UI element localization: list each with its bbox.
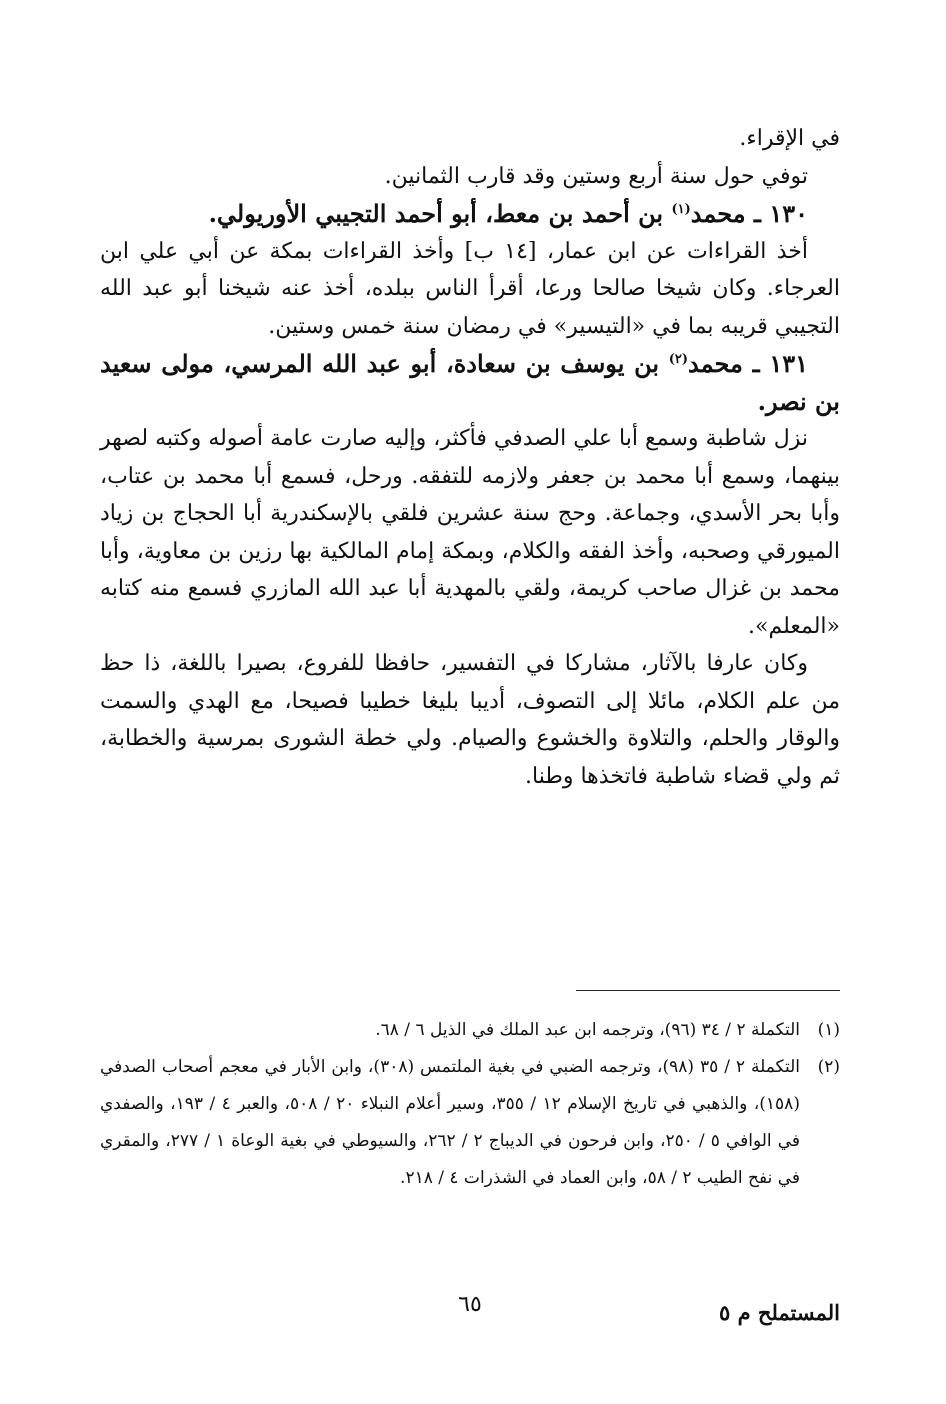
footnote-divider [576, 990, 840, 991]
page-number: ٦٥ [458, 1292, 482, 1317]
main-text [100, 120, 840, 795]
entry-heading-131 [100, 345, 840, 420]
entry-name: محمد [688, 349, 743, 378]
footnote-text: التكملة ٢ / ٣٤ (٩٦)، وترجمه ابن عبد الملك في الذيل ٦ / ٦٨. [375, 1020, 800, 1040]
entry-rest: بن أحمد بن معط، أبو أحمد التجيبي الأوريولي. [208, 199, 672, 228]
entry-number: ١٣١ ـ [742, 349, 808, 378]
signature-mark: المستملح م ٥ [719, 1300, 840, 1325]
paragraph-death-note: توفي حول سنة أربع وستين وقد قارب الثمانين. [384, 163, 808, 189]
paragraph-entry-130-body: أخذ القراءات عن ابن عمار، [١٤ ب] وأخذ القراءات بمكة عن أبي علي ابن العرجاء. وكان شيخا صالحا ورعا، أقرأ الناس ببلده، أخذ عنه شيخنا أبو عبد الله التجيبي قريبه بما في «التيسير» في رمضان سنة خمس وستين. [100, 238, 840, 339]
footnote-marker: (١) [817, 1020, 840, 1040]
paragraph-entry-131-body: نزل شاطبة وسمع أبا علي الصدفي فأكثر، وإليه صارت عامة أصوله وكتبه لصهر بينهما، وسمع أبا محمد بن جعفر ولازمه للتفقه. ورحل، فسمع أبا محمد بن عتاب، وأبا بحر الأسدي، وجماعة. وحج سنة عشرين فلقي بالإسكندرية أبا الحجاج بن زياد الميورقي وصحبه، وأخذ الفقه والكلام، وبمكة إمام المالكية بها رزين بن معاوية، وأبا محمد بن غزال صاحب كريمة، ولقي بالمهدية أبا عبد الله المازري فسمع منه كتابه «المعلم». [100, 426, 840, 639]
footnote-1 [100, 1012, 840, 1049]
paragraph-entry-131-description: وكان عارفا بالآثار، مشاركا في التفسير، حافظا للفروع، بصيرا باللغة، ذا حظ من علم الكلام، مائلا إلى التصوف، أديبا بليغا خطيبا فصيحا، مع الهدي والسمت والوقار والحلم، والتلاوة والخشوع والصيام. ولي خطة الشورى بمرسية والخطابة، ثم ولي قضاء شاطبة فاتخذها وطنا. [100, 651, 840, 789]
entry-number: ١٣٠ ـ [745, 199, 808, 228]
entry-heading-130 [100, 195, 840, 233]
footnote-ref-1: (١) [671, 202, 691, 217]
footnote-ref-2: (٢) [668, 352, 689, 367]
footnote-2 [100, 1049, 840, 1197]
footnote-text: التكملة ٢ / ٣٥ (٩٨)، وترجمه الضبي في بغية الملتمس (٣٠٨)، وابن الأبار في معجم أصحاب الصدفي (١٥٨)، والذهبي في تاريخ الإسلام ١٢ / ٣٥٥، وسير أعلام النبلاء ٢٠ / ٥٠٨، والعبر ٤ / ١٩٣، والصفدي في الوافي ٥ / ٢٥٠، وابن فرحون في الديباج ٢ / ٢٦٢، والسيوطي في بغية الوعاة ١ / ٢٧٧، والمقري في نفح الطيب ٢ / ٥٨، وابن العماد في الشذرات ٤ / ٢١٨. [100, 1057, 800, 1188]
paragraph-continuation: في الإقراء. [739, 126, 840, 151]
entry-name: محمد [690, 199, 746, 228]
footnotes [100, 1012, 840, 1197]
entry-rest: بن يوسف بن سعادة، أبو عبد الله المرسي، مولى سعيد بن نصر. [100, 349, 840, 416]
footnote-marker: (٢) [817, 1057, 840, 1077]
